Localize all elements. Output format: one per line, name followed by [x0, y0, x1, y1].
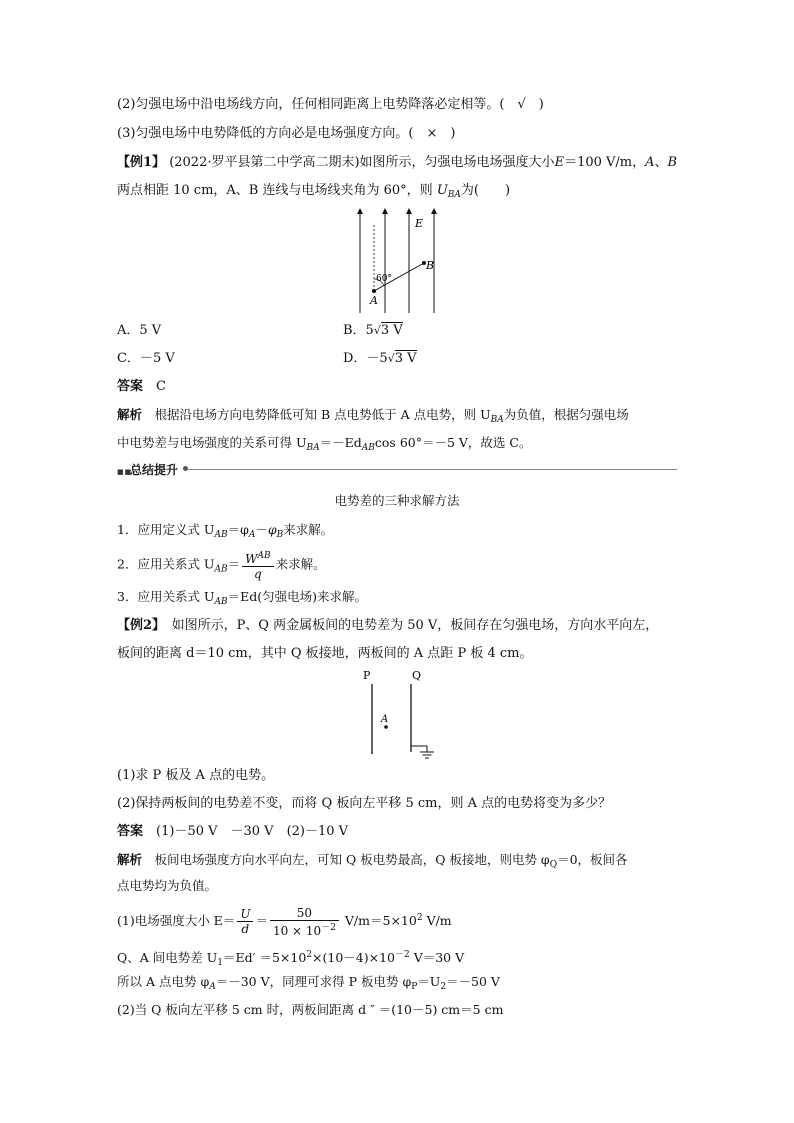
analysis-1-text-2: 中电势差与电场强度的关系可得 U [117, 435, 307, 450]
eq-3-mid: ＝－30 V，同理可求得 P 板电势 φ [215, 974, 412, 989]
eq-3-end: ＝－50 V [446, 974, 500, 989]
answer-2 [117, 822, 348, 842]
analysis-1-text-1-end: 为负值，根据匀强电场 [503, 407, 629, 422]
label-q: Q [412, 669, 422, 682]
eq-1-f2-denominator: 10 × 10 [272, 923, 322, 938]
summary-heading [117, 461, 677, 479]
example-1-tag: 【例1】 [117, 155, 166, 170]
analysis-2-eq-2: Q、A 间电势差 $U_1=Ed' =5\times 10^2\times(10-4)\times 10^{-2}$ V＝30 V [117, 950, 465, 968]
method-3-text: 3．应用关系式 U [117, 589, 215, 604]
analysis-1-sub-2: BA [306, 443, 320, 453]
example-1-line-2: 两点相距 10 cm，A、B 连线与电场线夹角为 60°，则 $U_{BA}$为( ) [117, 183, 511, 200]
summary-title: 电势差的三种求解方法 [334, 493, 460, 508]
example-1-text-b: 两点相距 10 cm，A、B 连线与电场线夹角为 60°，则 [117, 183, 433, 198]
summary-rule [187, 469, 677, 470]
option-a: A．5 V [117, 323, 162, 338]
example-1-paren: 为( ) [460, 183, 511, 198]
analysis-1-text-1: 根据沿电场方向电势降低可知 B 点电势低于 A 点电势，则 U [154, 407, 491, 422]
answer-2-value: (1)－50 V －30 V (2)－10 V [156, 824, 349, 839]
option-d-suffix: 3 V [394, 351, 417, 366]
example-2-line-1 [117, 616, 658, 636]
analysis-2-text-1: 板间电场强度方向水平向左，可知 Q 板电势最高，Q 板接地，则电势 φ [154, 852, 550, 867]
ground-wire [411, 746, 427, 752]
eq-1-f2-numerator: 50 [270, 906, 339, 921]
eq-3-mid2: ＝U [417, 974, 441, 989]
label-angle: 60° [376, 274, 392, 284]
example-2-question-2: (2)保持两板间的电势差不变，而将 Q 板向左平移 5 cm，则 A 点的电势将变为多少？ [117, 796, 612, 811]
example-2-tag: 【例2】 [117, 618, 159, 633]
option-d: D．－5√3 V [343, 351, 417, 366]
analysis-2-eq-1: (1)电场强度大小 E＝ $\frac{U}{d}$ ＝ $\frac{50}{10 \times 10^{-2}}$ $V/m=5\times 10^2$ V/m [117, 905, 452, 938]
method-1: 1．应用定义式 $U_{AB}=\varphi_A-\varphi_B$来求解。 [117, 522, 334, 540]
method-2-denominator: q [254, 567, 262, 581]
analysis-1-label: 解析 [117, 407, 143, 422]
label-a: A [370, 294, 378, 307]
eq-2-rest: ＝Ed′ ＝5×10 [223, 950, 307, 965]
eq-3-text: 所以 A 点电势 φ [117, 974, 210, 989]
option-c: C．－5 V [117, 351, 175, 366]
analysis-2-line-2: 点电势均为负值。 [117, 878, 218, 893]
analysis-2-label: 解析 [117, 852, 143, 867]
method-1-rest: ＝φ [227, 522, 249, 537]
point-a-2 [384, 725, 388, 729]
method-2-fraction: $\frac{W^{AB}}{q}$ [242, 549, 273, 581]
analysis-1-line-2 [117, 433, 531, 458]
statement-3: (3)匀强电场中电势降低的方向必是电场强度方向。( × ) [117, 126, 456, 141]
point-a [372, 289, 376, 293]
field-diagram-1 [352, 205, 452, 317]
label-p: P [363, 669, 371, 682]
example-2-text-1: 如图所示，P、Q 两金属板间的电势差为 50 V，板间存在匀强电场，方向水平向左， [171, 618, 659, 633]
example-1-text-a: (2022·罗平县第二中学高二期末)如图所示，匀强电场电场强度大小 [169, 155, 555, 170]
label-a-2: A [381, 714, 389, 725]
plates-diagram [355, 668, 445, 760]
method-1-end: 来求解。 [283, 522, 334, 537]
eq-1-unit: V/m [426, 913, 452, 928]
eq-2-mid: ×(10－4)×10 [312, 950, 395, 965]
analysis-1-text-2-mid: ＝－Ed [319, 435, 362, 450]
label-b: B [426, 259, 435, 272]
eq-1-prefix: (1)电场强度大小 E＝ [117, 913, 236, 928]
method-2-text: 2．应用关系式 U [117, 556, 215, 572]
analysis-1-sub-3: AB [361, 443, 375, 453]
option-b-suffix: 3 V [380, 323, 403, 338]
summary-heading-text: 总结提升 [130, 463, 179, 477]
example-2-line-2: 板间的距离 d＝10 cm，其中 Q 板接地，两板间的 A 点距 P 板 4 cm。 [117, 646, 533, 661]
example-1-line-1: 【例1】 (2022·罗平县第二中学高二期末)如图所示，匀强电场电场强度大小E＝100 V/m，A、B [117, 155, 678, 170]
eq-1-f1-denominator: d [241, 922, 250, 936]
method-1-text: 1．应用定义式 U [117, 522, 215, 537]
analysis-1-text-2-end: cos 60°＝－5 V，故选 C。 [374, 435, 532, 450]
analysis-2-eq-4: (2)当 Q 板向左平移 5 cm 时，两板间距离 d ″ ＝(10－5) cm＝5 cm [117, 1002, 504, 1017]
method-2-numerator: W [245, 552, 258, 566]
eq-1-f1-numerator: U [237, 907, 253, 922]
answer-1 [117, 377, 166, 397]
method-3: 3．应用关系式 $U_{AB}=Ed$(匀强电场)来求解。 [117, 589, 367, 607]
eq-1-fraction-1 [237, 907, 253, 936]
eq-1-end: V/m＝5×10 [344, 913, 417, 928]
analysis-2-line-1: 解析 板间电场强度方向水平向左，可知 Q 板电势最高，Q 板接地，则电势 $\varphi_Q=0$，板间各 [117, 852, 628, 870]
method-2: 2．应用关系式 $U_{AB}=$ $\frac{W^{AB}}{q}$ 来求解。 [117, 551, 326, 581]
option-b-prefix: B．5 [343, 323, 374, 338]
answer-1-value: C [156, 379, 166, 394]
answer-2-label: 答案 [117, 824, 144, 839]
analysis-2-eq-3: 所以 A 点电势 $\varphi_A=-30$ V，同理可求得 P 板电势 $\varphi_P=U_2=-50$ V [117, 974, 500, 992]
option-d-prefix: D．－5 [343, 351, 388, 366]
eq-2-text: Q、A 间电势差 U [117, 950, 218, 965]
eq-2-end: V＝30 V [413, 950, 465, 965]
method-2-end: 来求解。 [275, 556, 326, 572]
label-e: E [415, 217, 424, 230]
analysis-1-sub-1: BA [490, 415, 504, 425]
answer-1-label: 答案 [117, 379, 144, 394]
example-2-question-1: (1)求 P 板及 A 点的电势。 [117, 768, 275, 783]
analysis-1-line-1 [117, 405, 629, 430]
summary-dots: ■■ [117, 468, 133, 476]
option-b: B．5√3 V [343, 323, 403, 338]
method-3-end: ＝Ed(匀强电场)来求解。 [227, 589, 367, 604]
statement-2: (2)匀强电场中沿电场线方向，任何相同距离上电势降落必定相等。( √ ) [117, 97, 544, 112]
analysis-2-text-1-end: ＝0，板间各 [557, 852, 628, 867]
eq-1-fraction-2: $\frac{50}{10 \times 10^{-2}}$ [270, 906, 339, 938]
